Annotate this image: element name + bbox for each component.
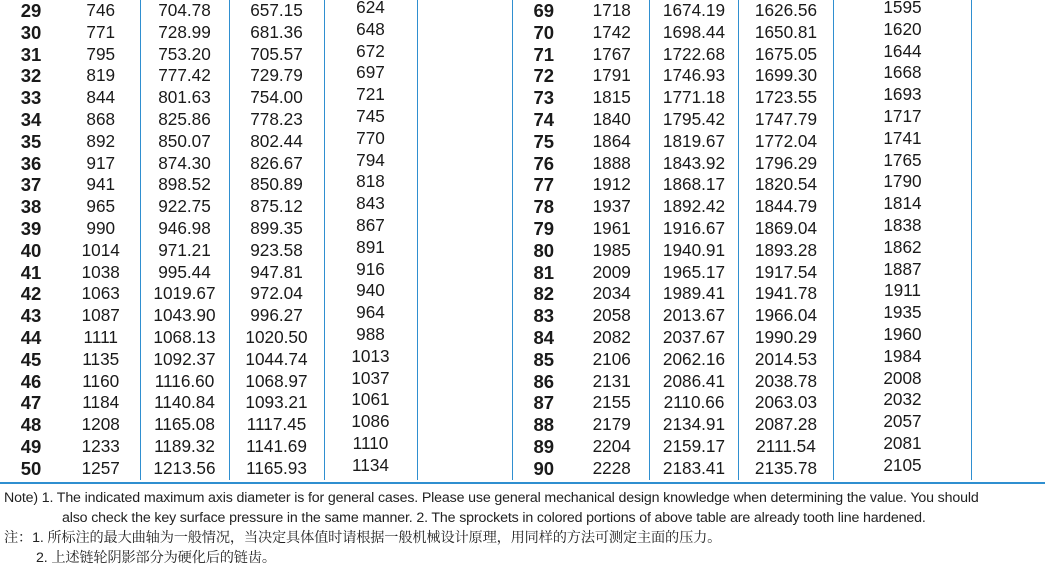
root-diameter-cell: 1893.28 xyxy=(739,240,834,262)
table-row xyxy=(0,131,512,153)
pitch-diameter-cell: 2009 xyxy=(575,262,650,284)
sprocket-teeth-cell: 31 xyxy=(20,43,42,65)
pitch-diameter-cell: 1135 xyxy=(62,349,140,371)
sprocket-teeth-cell: 74 xyxy=(513,109,575,131)
max-hub-diameter-cell: 1960 xyxy=(834,324,972,346)
root-diameter-cell: 947.81 xyxy=(229,262,324,284)
sprocket-teeth-cell: 42 xyxy=(20,283,42,305)
root-diameter-cell: 923.58 xyxy=(229,240,324,262)
outer-diameter-cell: 1916.67 xyxy=(650,218,739,240)
sprocket-teeth-cell: 32 xyxy=(20,65,42,87)
empty-cell xyxy=(417,414,512,436)
empty-cell xyxy=(417,458,512,480)
pitch-diameter-cell: 917 xyxy=(62,153,140,175)
table-row xyxy=(0,109,512,131)
max-hub-diameter-cell: 1693 xyxy=(834,84,972,106)
root-diameter-cell: 1772.04 xyxy=(739,131,834,153)
outer-diameter-cell: 1819.67 xyxy=(650,131,739,153)
sprocket-teeth-cell: 50 xyxy=(20,457,42,479)
empty-cell xyxy=(417,44,512,66)
max-hub-diameter-cell: 1911 xyxy=(834,280,972,302)
root-diameter-cell: 1699.30 xyxy=(739,65,834,87)
root-diameter-cell: 705.57 xyxy=(229,44,324,66)
root-diameter-cell: 1141.69 xyxy=(229,436,324,458)
empty-cell xyxy=(417,65,512,87)
outer-diameter-cell: 1043.90 xyxy=(140,305,229,327)
max-hub-diameter-cell: 648 xyxy=(324,19,417,41)
sprocket-teeth-cell: 35 xyxy=(20,130,42,152)
empty-cell xyxy=(417,327,512,349)
max-hub-diameter-cell: 721 xyxy=(324,84,417,106)
pitch-diameter-cell: 795 xyxy=(62,44,140,66)
pitch-diameter-cell: 819 xyxy=(62,65,140,87)
outer-diameter-cell: 850.07 xyxy=(140,131,229,153)
pitch-diameter-cell: 1742 xyxy=(575,22,650,44)
sprocket-teeth-cell: 38 xyxy=(20,196,42,218)
empty-cell xyxy=(417,87,512,109)
max-hub-diameter-cell: 1984 xyxy=(834,346,972,368)
sprocket-teeth-cell: 84 xyxy=(513,327,575,349)
table-bottom-rule xyxy=(0,482,1045,484)
pitch-diameter-cell: 1888 xyxy=(575,153,650,175)
empty-cell xyxy=(417,305,512,327)
empty-cell xyxy=(417,109,512,131)
outer-diameter-cell: 946.98 xyxy=(140,218,229,240)
sprocket-table-right xyxy=(512,0,972,480)
table-row xyxy=(0,65,512,87)
sprocket-teeth-cell: 81 xyxy=(513,262,575,284)
max-hub-diameter-cell: 1110 xyxy=(324,433,417,455)
empty-cell xyxy=(417,218,512,240)
sprocket-teeth-cell: 76 xyxy=(513,153,575,175)
max-hub-diameter-cell: 745 xyxy=(324,106,417,128)
max-hub-diameter-cell: 1061 xyxy=(324,389,417,411)
pitch-diameter-cell: 1087 xyxy=(62,305,140,327)
root-diameter-cell: 778.23 xyxy=(229,109,324,131)
sprocket-teeth-cell: 90 xyxy=(513,458,575,480)
pitch-diameter-cell: 2228 xyxy=(575,458,650,480)
pitch-diameter-cell: 965 xyxy=(62,196,140,218)
sprocket-teeth-cell: 34 xyxy=(20,108,42,130)
sprocket-teeth-cell: 46 xyxy=(20,370,42,392)
empty-cell xyxy=(417,371,512,393)
outer-diameter-cell: 1771.18 xyxy=(650,87,739,109)
pitch-diameter-cell: 1160 xyxy=(62,371,140,393)
max-hub-diameter-cell: 964 xyxy=(324,302,417,324)
outer-diameter-cell: 1965.17 xyxy=(650,262,739,284)
table-row xyxy=(0,240,512,262)
root-diameter-cell: 1165.93 xyxy=(229,458,324,480)
empty-cell xyxy=(417,436,512,458)
note-en-line-2: also check the key surface pressure in the same manner. 2. The sprockets in colored portions of above table are already tooth line hardened. xyxy=(62,510,926,526)
sprocket-teeth-cell: 73 xyxy=(513,87,575,109)
table-row xyxy=(0,392,512,414)
root-diameter-cell: 1747.79 xyxy=(739,109,834,131)
root-diameter-cell: 2087.28 xyxy=(739,414,834,436)
pitch-diameter-cell: 1767 xyxy=(575,44,650,66)
outer-diameter-cell: 1092.37 xyxy=(140,349,229,371)
pitch-diameter-cell: 868 xyxy=(62,109,140,131)
sprocket-teeth-cell: 43 xyxy=(20,305,42,327)
table-row xyxy=(0,218,512,240)
pitch-diameter-cell: 1864 xyxy=(575,131,650,153)
max-hub-diameter-cell: 1013 xyxy=(324,346,417,368)
max-hub-diameter-cell: 940 xyxy=(324,280,417,302)
sprocket-teeth-cell: 49 xyxy=(20,435,42,457)
outer-diameter-cell: 1674.19 xyxy=(650,0,739,22)
sprocket-teeth-cell: 40 xyxy=(20,239,42,261)
sprocket-teeth-cell: 75 xyxy=(513,131,575,153)
root-diameter-cell: 1796.29 xyxy=(739,153,834,175)
sprocket-teeth-cell: 33 xyxy=(20,87,42,109)
outer-diameter-cell: 995.44 xyxy=(140,262,229,284)
empty-cell xyxy=(417,153,512,175)
pitch-diameter-cell: 2058 xyxy=(575,305,650,327)
root-diameter-cell: 1044.74 xyxy=(229,349,324,371)
root-diameter-cell: 1723.55 xyxy=(739,87,834,109)
outer-diameter-cell: 1698.44 xyxy=(650,22,739,44)
root-diameter-cell: 1966.04 xyxy=(739,305,834,327)
max-hub-diameter-cell: 1935 xyxy=(834,302,972,324)
outer-diameter-cell: 971.21 xyxy=(140,240,229,262)
outer-diameter-cell: 2134.91 xyxy=(650,414,739,436)
root-diameter-cell: 1626.56 xyxy=(739,0,834,22)
outer-diameter-cell: 2062.16 xyxy=(650,349,739,371)
outer-diameter-cell: 1843.92 xyxy=(650,153,739,175)
pitch-diameter-cell: 2131 xyxy=(575,371,650,393)
pitch-diameter-cell: 844 xyxy=(62,87,140,109)
root-diameter-cell: 1020.50 xyxy=(229,327,324,349)
pitch-diameter-cell: 2204 xyxy=(575,436,650,458)
sprocket-teeth-cell: 83 xyxy=(513,305,575,327)
note-zh-line-2: 2. 上述链轮阴影部分为硬化后的链齿。 xyxy=(36,550,276,566)
max-hub-diameter-cell: 1086 xyxy=(324,411,417,433)
table-row xyxy=(0,371,512,393)
outer-diameter-cell: 1116.60 xyxy=(140,371,229,393)
pitch-diameter-cell: 1791 xyxy=(575,65,650,87)
sprocket-teeth-cell: 77 xyxy=(513,174,575,196)
root-diameter-cell: 2038.78 xyxy=(739,371,834,393)
outer-diameter-cell: 1213.56 xyxy=(140,458,229,480)
outer-diameter-cell: 1989.41 xyxy=(650,283,739,305)
empty-cell xyxy=(417,349,512,371)
outer-diameter-cell: 2110.66 xyxy=(650,392,739,414)
outer-diameter-cell: 1795.42 xyxy=(650,109,739,131)
max-hub-diameter-cell: 1668 xyxy=(834,62,972,84)
pitch-diameter-cell: 1718 xyxy=(575,0,650,22)
max-hub-diameter-cell: 2032 xyxy=(834,389,972,411)
empty-cell xyxy=(417,22,512,44)
pitch-diameter-cell: 1257 xyxy=(62,458,140,480)
pitch-diameter-cell: 990 xyxy=(62,218,140,240)
sprocket-teeth-cell: 86 xyxy=(513,371,575,393)
table-row xyxy=(0,327,512,349)
max-hub-diameter-cell: 843 xyxy=(324,193,417,215)
sprocket-teeth-cell: 87 xyxy=(513,392,575,414)
table-row xyxy=(0,349,512,371)
pitch-diameter-cell: 1038 xyxy=(62,262,140,284)
sprocket-teeth-cell: 85 xyxy=(513,349,575,371)
sprocket-teeth-cell: 72 xyxy=(513,65,575,87)
pitch-diameter-cell: 1985 xyxy=(575,240,650,262)
pitch-diameter-cell: 1912 xyxy=(575,174,650,196)
root-diameter-cell: 657.15 xyxy=(229,0,324,22)
root-diameter-cell: 1117.45 xyxy=(229,414,324,436)
pitch-diameter-cell: 2082 xyxy=(575,327,650,349)
max-hub-diameter-cell: 1838 xyxy=(834,215,972,237)
note-zh-line-1: 注：1. 所标注的最大曲轴为一般情况，当决定具体值时请根据一般机械设计原理，用同样的方法可测定主面的压力。 xyxy=(4,530,722,546)
sprocket-teeth-cell: 70 xyxy=(513,22,575,44)
outer-diameter-cell: 2183.41 xyxy=(650,458,739,480)
pitch-diameter-cell: 1063 xyxy=(62,283,140,305)
outer-diameter-cell: 1019.67 xyxy=(140,283,229,305)
sprocket-teeth-cell: 78 xyxy=(513,196,575,218)
pitch-diameter-cell: 892 xyxy=(62,131,140,153)
sprocket-teeth-cell: 47 xyxy=(20,392,42,414)
empty-cell xyxy=(417,174,512,196)
sprocket-teeth-cell: 48 xyxy=(20,414,42,436)
sprocket-teeth-cell: 71 xyxy=(513,44,575,66)
table-row xyxy=(0,174,512,196)
outer-diameter-cell: 728.99 xyxy=(140,22,229,44)
root-diameter-cell: 1990.29 xyxy=(739,327,834,349)
max-hub-diameter-cell: 1741 xyxy=(834,128,972,150)
max-hub-diameter-cell: 1814 xyxy=(834,193,972,215)
root-diameter-cell: 2063.03 xyxy=(739,392,834,414)
empty-cell xyxy=(417,240,512,262)
sprocket-teeth-cell: 80 xyxy=(513,240,575,262)
empty-cell xyxy=(417,196,512,218)
table-row xyxy=(0,153,512,175)
max-hub-diameter-cell: 2081 xyxy=(834,433,972,455)
root-diameter-cell: 1650.81 xyxy=(739,22,834,44)
outer-diameter-cell: 1746.93 xyxy=(650,65,739,87)
outer-diameter-cell: 1165.08 xyxy=(140,414,229,436)
empty-cell xyxy=(417,131,512,153)
max-hub-diameter-cell: 2057 xyxy=(834,411,972,433)
pitch-diameter-cell: 1184 xyxy=(62,392,140,414)
max-hub-diameter-cell: 1037 xyxy=(324,368,417,390)
sprocket-teeth-cell: 45 xyxy=(20,348,42,370)
pitch-diameter-cell: 1233 xyxy=(62,436,140,458)
note-en-line-1: Note) 1. The indicated maximum axis diameter is for general cases. Please use general mechanical design knowledge when determining the value. You should xyxy=(4,490,979,506)
outer-diameter-cell: 2037.67 xyxy=(650,327,739,349)
sprocket-teeth-cell: 88 xyxy=(513,414,575,436)
root-diameter-cell: 1844.79 xyxy=(739,196,834,218)
table-row xyxy=(0,44,512,66)
root-diameter-cell: 1093.21 xyxy=(229,392,324,414)
max-hub-diameter-cell: 794 xyxy=(324,150,417,172)
table-row xyxy=(0,414,512,436)
root-diameter-cell: 1820.54 xyxy=(739,174,834,196)
table-row xyxy=(0,262,512,284)
empty-cell xyxy=(417,262,512,284)
pitch-diameter-cell: 1208 xyxy=(62,414,140,436)
pitch-diameter-cell: 1815 xyxy=(575,87,650,109)
root-diameter-cell: 2014.53 xyxy=(739,349,834,371)
empty-cell xyxy=(417,392,512,414)
pitch-diameter-cell: 1111 xyxy=(62,327,140,349)
root-diameter-cell: 2135.78 xyxy=(739,458,834,480)
max-hub-diameter-cell: 697 xyxy=(324,62,417,84)
pitch-diameter-cell: 771 xyxy=(62,22,140,44)
sprocket-teeth-cell: 79 xyxy=(513,218,575,240)
outer-diameter-cell: 801.63 xyxy=(140,87,229,109)
outer-diameter-cell: 898.52 xyxy=(140,174,229,196)
sprocket-teeth-cell: 37 xyxy=(20,174,42,196)
pitch-diameter-cell: 2179 xyxy=(575,414,650,436)
table-row xyxy=(0,283,512,305)
outer-diameter-cell: 1189.32 xyxy=(140,436,229,458)
pitch-diameter-cell: 746 xyxy=(62,0,140,22)
empty-cell xyxy=(417,283,512,305)
root-diameter-cell: 1675.05 xyxy=(739,44,834,66)
root-diameter-cell: 802.44 xyxy=(229,131,324,153)
footnotes xyxy=(4,488,1042,568)
sprocket-teeth-cell: 69 xyxy=(513,0,575,22)
max-hub-diameter-cell: 1595 xyxy=(834,0,972,19)
max-hub-diameter-cell: 1790 xyxy=(834,171,972,193)
root-diameter-cell: 1917.54 xyxy=(739,262,834,284)
outer-diameter-cell: 1140.84 xyxy=(140,392,229,414)
empty-cell xyxy=(417,0,512,22)
max-hub-diameter-cell: 1644 xyxy=(834,41,972,63)
max-hub-diameter-cell: 1862 xyxy=(834,237,972,259)
pitch-diameter-cell: 1961 xyxy=(575,218,650,240)
sprocket-teeth-cell: 36 xyxy=(20,152,42,174)
sprocket-teeth-cell: 30 xyxy=(20,21,42,43)
sprocket-teeth-cell: 89 xyxy=(513,436,575,458)
sprocket-teeth-cell: 29 xyxy=(20,0,42,21)
outer-diameter-cell: 1868.17 xyxy=(650,174,739,196)
root-diameter-cell: 850.89 xyxy=(229,174,324,196)
root-diameter-cell: 899.35 xyxy=(229,218,324,240)
outer-diameter-cell: 825.86 xyxy=(140,109,229,131)
max-hub-diameter-cell: 1134 xyxy=(324,455,417,477)
max-hub-diameter-cell: 891 xyxy=(324,237,417,259)
outer-diameter-cell: 777.42 xyxy=(140,65,229,87)
pitch-diameter-cell: 2034 xyxy=(575,283,650,305)
outer-diameter-cell: 874.30 xyxy=(140,153,229,175)
max-hub-diameter-cell: 770 xyxy=(324,128,417,150)
outer-diameter-cell: 753.20 xyxy=(140,44,229,66)
outer-diameter-cell: 2086.41 xyxy=(650,371,739,393)
root-diameter-cell: 1869.04 xyxy=(739,218,834,240)
sprocket-teeth-cell: 44 xyxy=(20,326,42,348)
outer-diameter-cell: 704.78 xyxy=(140,0,229,22)
root-diameter-cell: 1068.97 xyxy=(229,371,324,393)
root-diameter-cell: 681.36 xyxy=(229,22,324,44)
max-hub-diameter-cell: 624 xyxy=(324,0,417,19)
table-row xyxy=(0,436,512,458)
max-hub-diameter-cell: 2105 xyxy=(834,455,972,477)
sprocket-teeth-cell: 41 xyxy=(20,261,42,283)
sprocket-teeth-cell: 82 xyxy=(513,283,575,305)
table-row xyxy=(0,196,512,218)
max-hub-diameter-cell: 1717 xyxy=(834,106,972,128)
outer-diameter-cell: 1940.91 xyxy=(650,240,739,262)
outer-diameter-cell: 2159.17 xyxy=(650,436,739,458)
max-hub-diameter-cell: 867 xyxy=(324,215,417,237)
root-diameter-cell: 875.12 xyxy=(229,196,324,218)
root-diameter-cell: 729.79 xyxy=(229,65,324,87)
outer-diameter-cell: 1068.13 xyxy=(140,327,229,349)
max-hub-diameter-cell: 818 xyxy=(324,171,417,193)
root-diameter-cell: 2111.54 xyxy=(739,436,834,458)
outer-diameter-cell: 922.75 xyxy=(140,196,229,218)
root-diameter-cell: 1941.78 xyxy=(739,283,834,305)
max-hub-diameter-cell: 1620 xyxy=(834,19,972,41)
sprocket-teeth-cell: 39 xyxy=(20,217,42,239)
max-hub-diameter-cell: 1765 xyxy=(834,150,972,172)
pitch-diameter-cell: 2106 xyxy=(575,349,650,371)
root-diameter-cell: 972.04 xyxy=(229,283,324,305)
pitch-diameter-cell: 1014 xyxy=(62,240,140,262)
pitch-diameter-cell: 1840 xyxy=(575,109,650,131)
root-diameter-cell: 754.00 xyxy=(229,87,324,109)
outer-diameter-cell: 2013.67 xyxy=(650,305,739,327)
table-row xyxy=(0,305,512,327)
max-hub-diameter-cell: 2008 xyxy=(834,368,972,390)
table-row xyxy=(0,22,512,44)
table-row xyxy=(0,458,512,480)
outer-diameter-cell: 1722.68 xyxy=(650,44,739,66)
max-hub-diameter-cell: 916 xyxy=(324,259,417,281)
max-hub-diameter-cell: 672 xyxy=(324,41,417,63)
table-row xyxy=(0,87,512,109)
sprocket-table-left xyxy=(0,0,513,480)
max-hub-diameter-cell: 988 xyxy=(324,324,417,346)
table-row xyxy=(0,0,512,22)
outer-diameter-cell: 1892.42 xyxy=(650,196,739,218)
table-row xyxy=(513,458,972,480)
pitch-diameter-cell: 941 xyxy=(62,174,140,196)
max-hub-diameter-cell: 1887 xyxy=(834,259,972,281)
pitch-diameter-cell: 1937 xyxy=(575,196,650,218)
pitch-diameter-cell: 2155 xyxy=(575,392,650,414)
root-diameter-cell: 826.67 xyxy=(229,153,324,175)
root-diameter-cell: 996.27 xyxy=(229,305,324,327)
